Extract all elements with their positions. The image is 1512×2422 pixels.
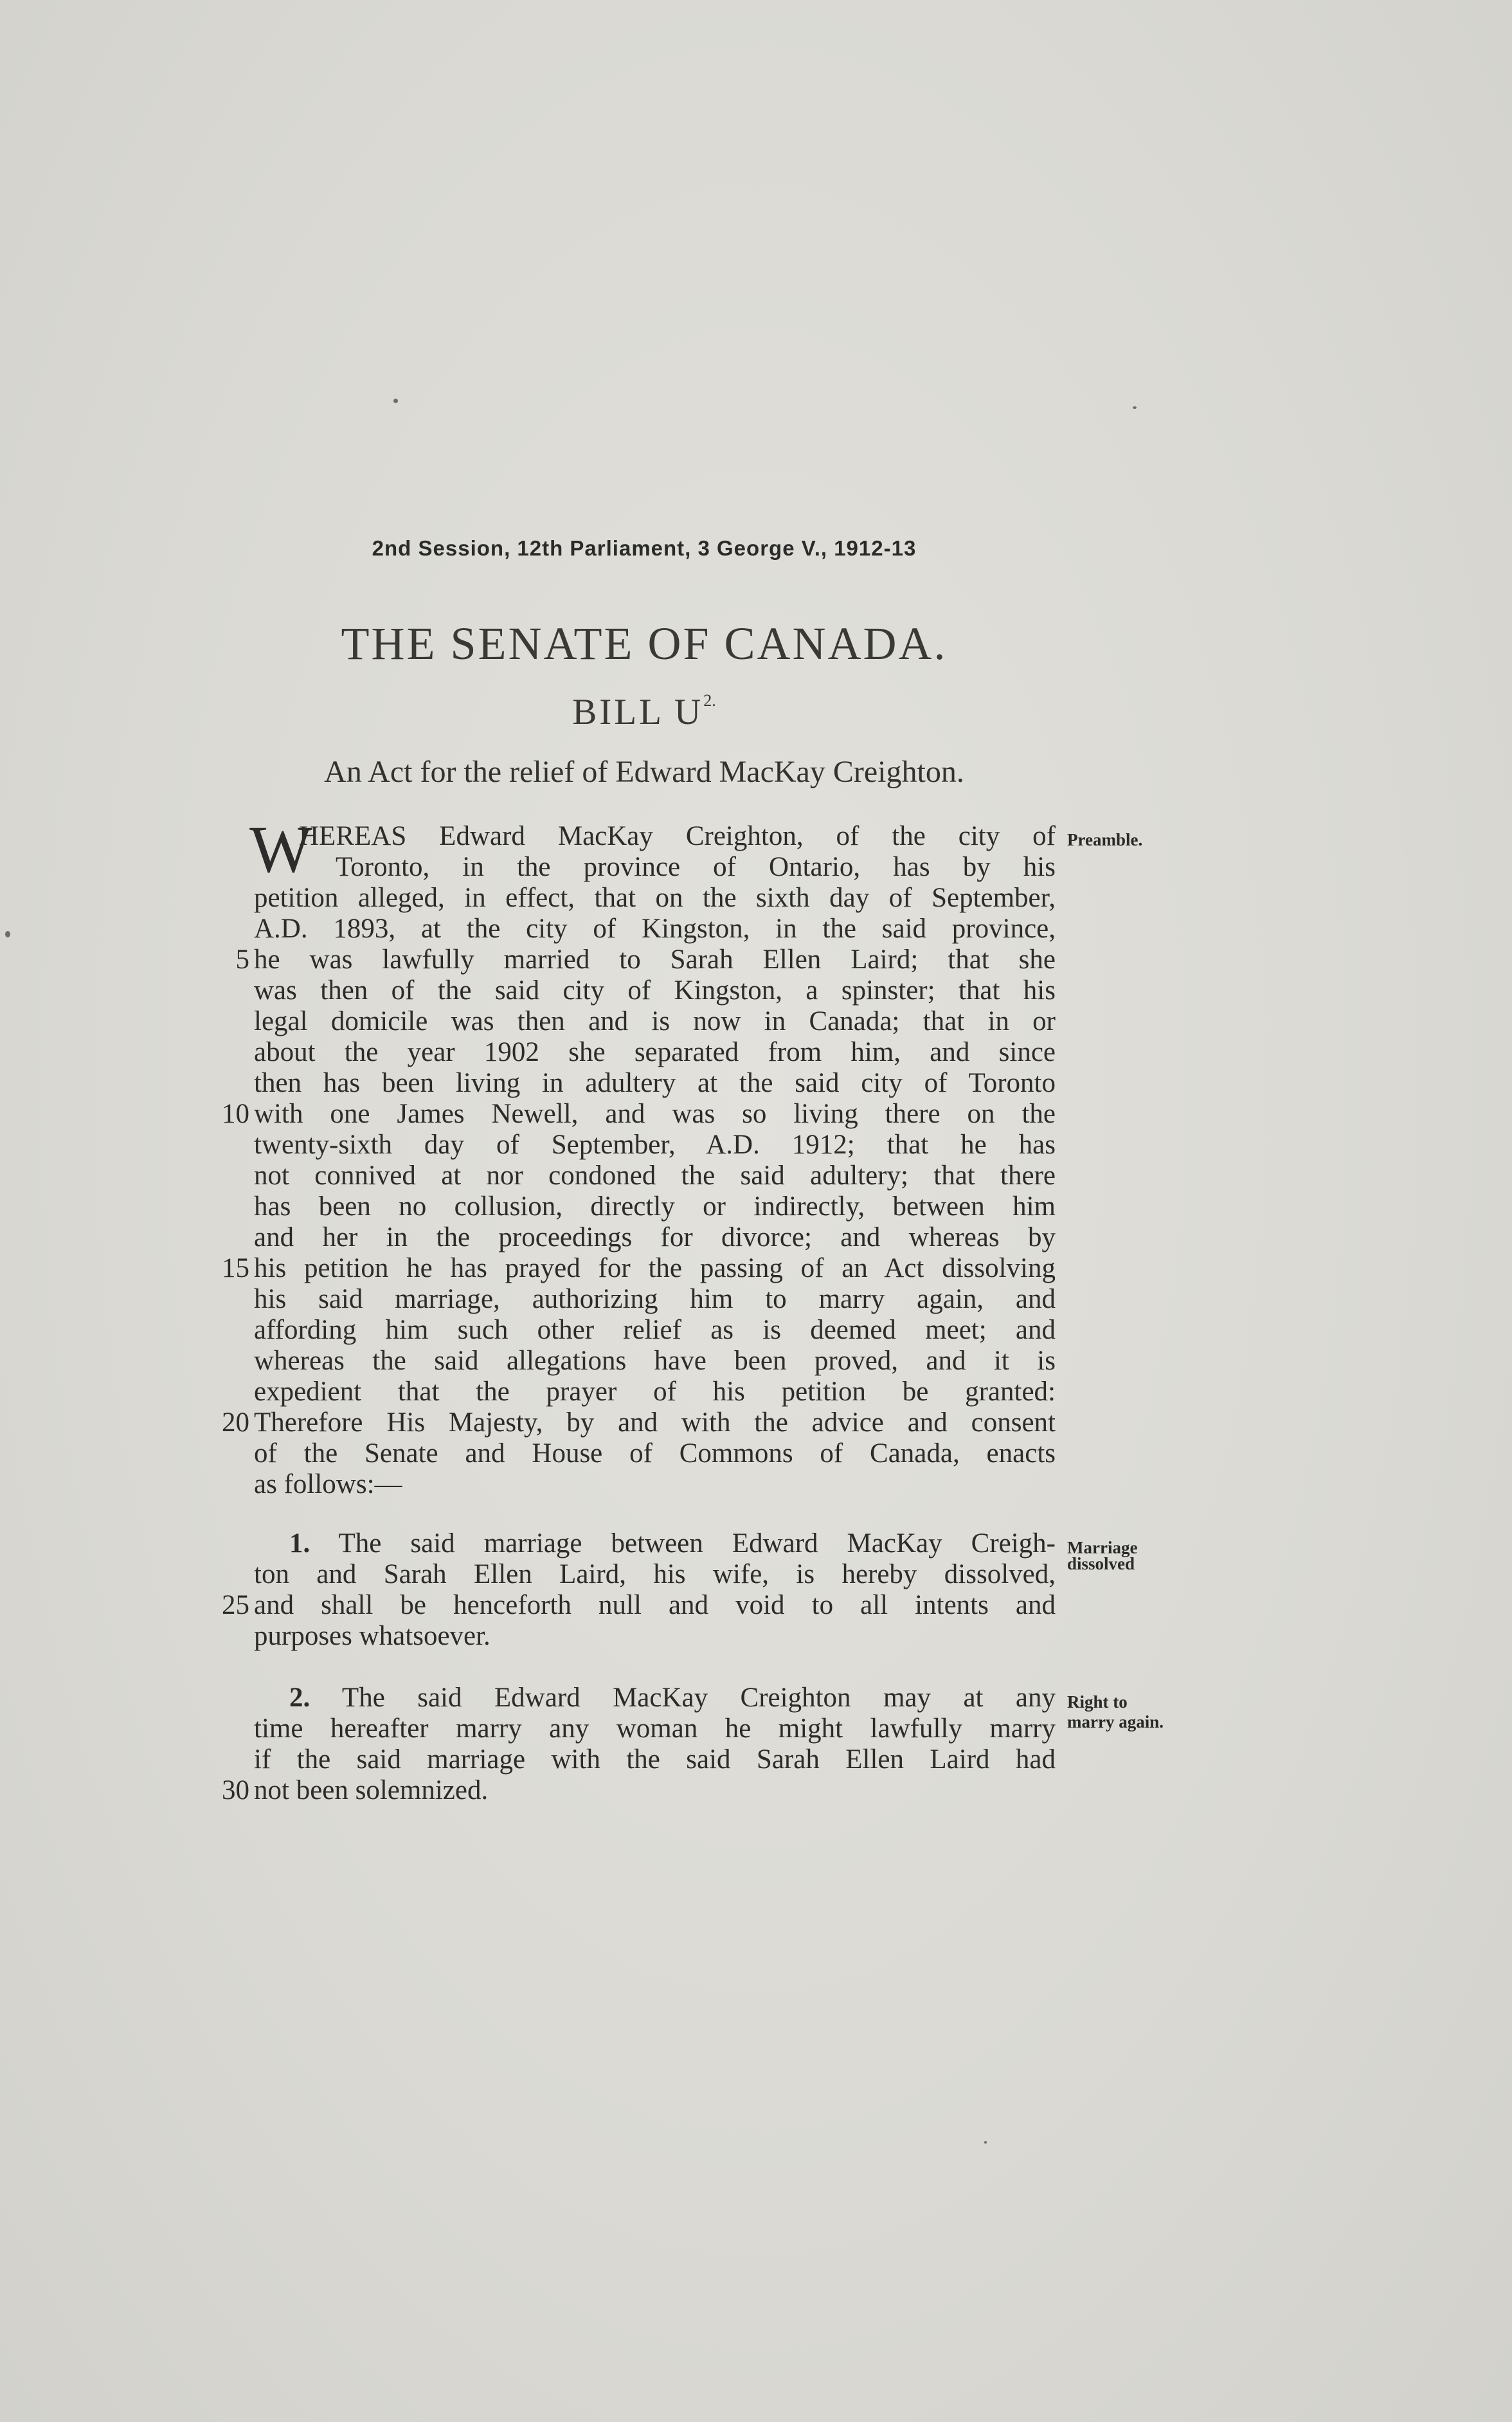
line-number: 5 — [235, 944, 249, 975]
paper-speck — [1133, 406, 1137, 409]
preamble-line: about the year 1902 she separated from him, and since — [254, 1037, 1056, 1067]
preamble-line: A.D. 1893, at the city of Kingston, in the said province, — [254, 914, 1056, 944]
preamble-line: Therefore His Majesty, by and with the advice and consent — [254, 1407, 1056, 1438]
line-number: 30 — [222, 1775, 249, 1805]
section-1-line: and shall be henceforth null and void to all intents and — [254, 1590, 1056, 1620]
section-2-line: if the said marriage with the said Sarah Ellen Laird had — [254, 1744, 1056, 1775]
line-number: 20 — [222, 1407, 249, 1438]
line-number: 10 — [222, 1099, 249, 1129]
preamble-line: not connived at nor condoned the said adultery; that there — [254, 1161, 1056, 1191]
preamble-line: his said marriage, authorizing him to marry again, and — [254, 1284, 1056, 1314]
line-number: 25 — [222, 1590, 249, 1620]
preamble-line: expedient that the prayer of his petition be granted: — [254, 1377, 1056, 1407]
preamble-line: whereas the said allegations have been proved, and it is — [254, 1346, 1056, 1376]
margin-note-marriage-dissolved — [1067, 1538, 1137, 1574]
margin-note-line: Right to — [1067, 1692, 1128, 1712]
section-1-line: ton and Sarah Ellen Laird, his wife, is hereby dissolved, — [254, 1559, 1056, 1589]
section-1-line: The said marriage between Edward MacKay Creigh- — [338, 1528, 1056, 1559]
margin-note-line: Marriage — [1067, 1538, 1138, 1557]
preamble-line: affording him such other relief as is deemed meet; and — [254, 1315, 1056, 1345]
paper-speck — [984, 2141, 987, 2144]
paper-speck — [5, 931, 10, 937]
section-2-number: 2. — [289, 1683, 310, 1713]
paper-speck — [393, 399, 398, 403]
preamble-line: of the Senate and House of Commons of Canada, enacts — [254, 1438, 1056, 1469]
preamble-line: HEREAS Edward MacKay Creighton, of the city of — [299, 821, 1056, 851]
preamble-line: he was lawfully married to Sarah Ellen Laird; that she — [254, 944, 1056, 975]
bill-label: BILL U — [572, 692, 704, 732]
preamble-line: his petition he has prayed for the passing of an Act dissolving — [254, 1253, 1056, 1283]
margin-note-line: marry again. — [1067, 1712, 1164, 1731]
section-2-first-line — [289, 1683, 1056, 1713]
chamber-title: THE SENATE OF CANADA. — [341, 618, 948, 669]
preamble-line: then has been living in adultery at the said city of Toronto — [254, 1068, 1056, 1098]
section-1-line: purposes whatsoever. — [254, 1621, 491, 1651]
preamble-line: as follows:— — [254, 1469, 402, 1499]
preamble-line: Toronto, in the province of Ontario, has by his — [336, 852, 1056, 882]
session-line: 2nd Session, 12th Parliament, 3 George V., 1912-13 — [372, 536, 917, 560]
preamble-line: legal domicile was then and is now in Canada; that in or — [254, 1006, 1056, 1036]
section-2-line: not been solemnized. — [254, 1775, 489, 1805]
preamble-line: has been no collusion, directly or indirectly, between him — [254, 1191, 1056, 1222]
act-title: An Act for the relief of Edward MacKay Creighton. — [324, 755, 964, 789]
preamble-line: was then of the said city of Kingston, a spinster; that his — [254, 975, 1056, 1006]
line-number: 15 — [222, 1253, 249, 1283]
drop-cap: W — [249, 813, 313, 887]
section-2-line: The said Edward MacKay Creighton may at any — [341, 1683, 1056, 1713]
section-2-line: time hereafter marry any woman he might lawfully marry — [254, 1713, 1056, 1744]
margin-note-preamble: Preamble. — [1067, 830, 1143, 849]
margin-note-line: dissolved — [1067, 1554, 1135, 1573]
margin-note-right-to-marry — [1067, 1692, 1164, 1732]
preamble-line: petition alleged, in effect, that on the sixth day of September, — [254, 883, 1056, 913]
preamble-line: and her in the proceedings for divorce; and whereas by — [254, 1222, 1056, 1252]
section-1-number: 1. — [289, 1528, 310, 1559]
bill-number — [0, 691, 1288, 733]
section-1-first-line — [289, 1528, 1056, 1559]
preamble-line: twenty-sixth day of September, A.D. 1912; that he has — [254, 1130, 1056, 1160]
bill-superscript: 2. — [703, 691, 716, 710]
preamble-line: with one James Newell, and was so living there on the — [254, 1099, 1056, 1129]
